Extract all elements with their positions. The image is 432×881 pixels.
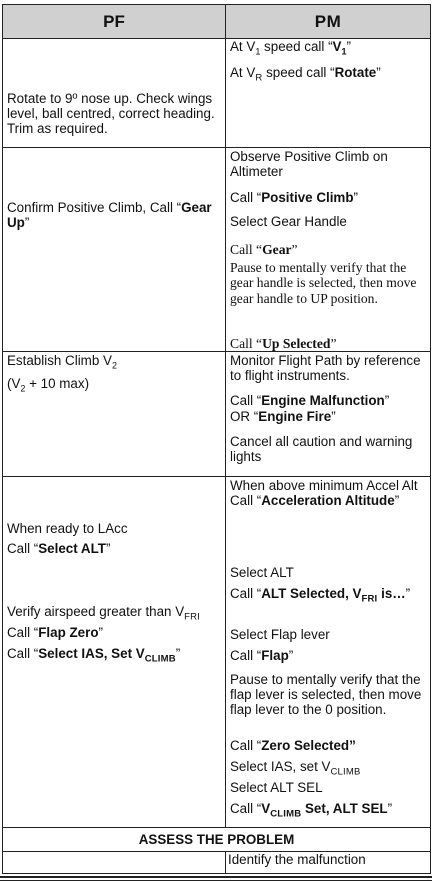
pm-step-call-flap: Call “Flap” <box>230 648 294 663</box>
pm-step-vr-call: At $V_R$ speed call “Rotate” <box>230 65 381 84</box>
pm-step-select-gear-handle: Select Gear Handle <box>230 214 347 229</box>
pm-step-call-positive-climb: Call “Positive Climb” <box>230 190 358 205</box>
header-pm: PM <box>226 5 431 39</box>
pf-step-call-select-alt: Call “Select ALT” <box>7 541 111 556</box>
pm-step-pause-verify-flap: Pause to mentally verify that the flap lever is selected, then move flap lever to the 0 position. <box>230 672 422 717</box>
page-footer-rule <box>0 876 432 881</box>
procedure-table <box>2 4 431 874</box>
table-row <box>3 477 431 828</box>
pm-step-pause-verify-gear: Pause to mentally verify that the gear handle is selected, then move gear handle to UP position. <box>230 260 417 306</box>
pm-step-select-flap-lever: Select Flap lever <box>230 627 330 642</box>
pm-cell <box>226 39 431 148</box>
pm-step-call-accel-altitude: When above minimum Accel Alt Call “Acceleration Altitude” <box>230 478 418 508</box>
pf-cell <box>3 148 226 352</box>
pm-step-call-engine-malfunction: Call “Engine Malfunction” <box>230 393 390 408</box>
pm-step-or-engine-fire: OR “Engine Fire” <box>230 409 336 424</box>
pm-step-monitor-flight-path: Monitor Flight Path by reference to flight instruments. <box>230 353 421 383</box>
pf-step-ready-lacc: When ready to LAcc <box>7 521 128 536</box>
pm-step-select-ias: Select IAS, set $V_{CLIMB}$ <box>230 759 361 778</box>
pf-step-rotate: Rotate to 9º nose up. Check wings level, ball centred, correct heading. Trim as required. <box>7 91 215 136</box>
pf-cell <box>3 852 226 874</box>
pm-step-select-alt: Select ALT <box>230 565 294 580</box>
table-row <box>3 148 431 352</box>
pm-step-call-alt-selected: Call “ALT Selected, $V_{FRI}$ is…” <box>230 586 411 605</box>
pm-step-cancel-cautions: Cancel all caution and warning lights <box>230 434 413 464</box>
pf-step-establish-climb: Establish Climb $V_2$ <box>7 353 117 371</box>
pm-cell <box>226 148 431 352</box>
pm-step-identify-malfunction: Identify the malfunction <box>226 852 431 874</box>
pf-step-call-select-ias: Call “Select IAS, Set $V_{CLIMB}$” <box>7 646 181 665</box>
pm-step-call-zero-selected: Call “Zero Selected” <box>230 738 356 753</box>
pm-step-call-gear: Call “Gear” <box>230 242 298 257</box>
pm-cell <box>226 477 431 828</box>
pf-cell <box>3 352 226 477</box>
pm-step-observe-climb: Observe Positive Climb on Altimeter <box>230 149 388 179</box>
pm-step-v1-call: At $V_1$ speed call “$V_1$” <box>230 39 351 57</box>
pf-step-call-flap-zero: Call “Flap Zero” <box>7 625 103 640</box>
pm-step-select-alt-sel: Select ALT SEL <box>230 780 323 795</box>
pm-step-call-up-selected: Call “Up Selected” <box>230 336 337 351</box>
table-row <box>3 828 431 852</box>
pf-step-confirm-climb: Confirm Positive Climb, Call “Gear Up” <box>7 200 212 230</box>
table-row <box>3 852 431 874</box>
pf-step-v2-limit: ($V_2 + 10$ max) <box>7 376 90 394</box>
pf-step-verify-airspeed: Verify airspeed greater than $V_{FRI}$ <box>7 604 201 623</box>
table-row <box>3 352 431 477</box>
pm-cell <box>226 352 431 477</box>
pf-cell <box>3 39 226 148</box>
pm-step-call-vclimb-set: Call “$V_{CLIMB}$ Set, ALT SEL” <box>230 801 393 820</box>
table-row <box>3 39 431 148</box>
pf-cell <box>3 477 226 828</box>
assess-problem-heading: ASSESS THE PROBLEM <box>3 828 431 852</box>
header-pf: PF <box>3 5 226 39</box>
